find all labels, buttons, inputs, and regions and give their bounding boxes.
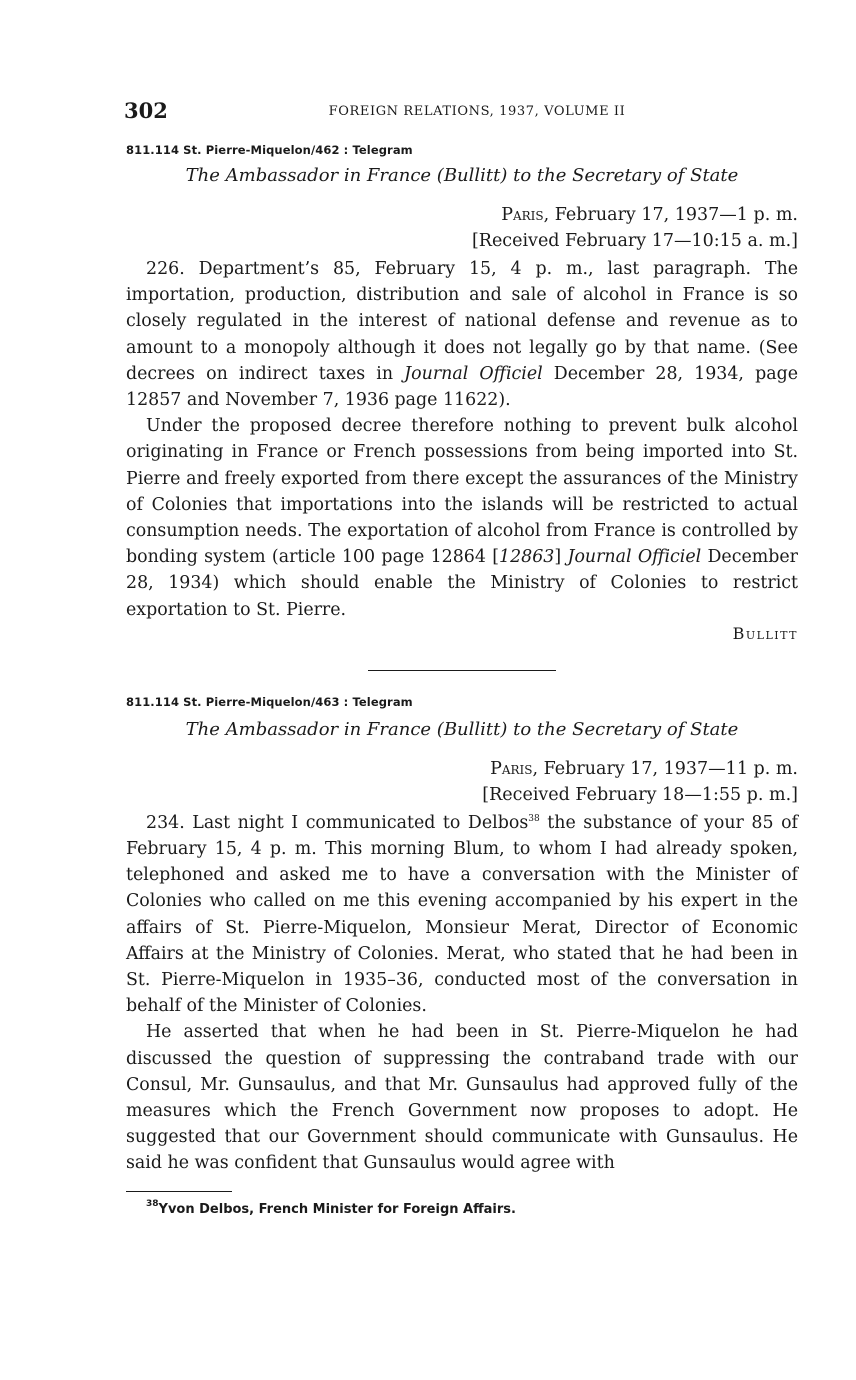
footnote	[126, 1198, 798, 1217]
footnote-divider	[126, 1191, 232, 1192]
paragraph-text: 226. Department’s 85, February 15, 4 p. m., last paragraph. The importation, production, distribution and sale of alcohol in France is so closely regulated in the interest of national defense and revenue as to amount to a monopoly although it does not legally go by that name. (See decrees on indirect taxes in	[126, 259, 798, 384]
journal-title: Journal Officiel	[567, 547, 702, 568]
page	[126, 98, 798, 1217]
editorial-correction: 12863	[499, 547, 555, 568]
footnote-reference[interactable]: 38	[528, 813, 540, 824]
dateline	[126, 756, 798, 808]
footnote-text: Yvon Delbos, French Minister for Foreign Affairs.	[158, 1201, 516, 1217]
place: Paris	[501, 205, 544, 225]
place: Paris	[490, 758, 533, 779]
file-reference: 811.114 St. Pierre-Miquelon/463 : Telegram	[126, 694, 413, 709]
telegram-462	[126, 143, 798, 643]
received-line: [Received February 17—10:15 a. m.]	[471, 231, 798, 251]
page-number: 302	[124, 98, 168, 123]
running-title: FOREIGN RELATIONS, 1937, VOLUME II	[328, 104, 626, 119]
telegram-463	[126, 695, 798, 1177]
section-divider	[368, 670, 556, 671]
body-paragraph	[126, 810, 798, 1020]
file-reference: 811.114 St. Pierre-Miquelon/462 : Telegram	[126, 143, 413, 157]
sent-line	[126, 202, 798, 228]
body-paragraph	[126, 256, 798, 413]
document-title: The Ambassador in France (Bullitt) to the Secretary of State	[185, 718, 739, 740]
paragraph-text: 234. Last night I communicated to Delbos	[146, 812, 529, 833]
sent-date: , February 17, 1937—1 p. m.	[543, 205, 798, 225]
signature: Bullitt	[732, 623, 798, 643]
footnote-marker: 38	[146, 1198, 159, 1209]
received-line: [Received February 18—1:55 p. m.]	[482, 784, 798, 805]
paragraph-text: Under the proposed decree therefore nothing to prevent bulk alcohol originating in France or French possessions from being imported into St. Pierre and freely exported from there except the assurances of the Ministry of Colonies that importations into the islands will be restricted to actual consumption needs. The exportation of alcohol from France is controlled by bonding system (article 100 page 12864 [	[126, 416, 798, 568]
running-head	[126, 98, 798, 126]
document-title: The Ambassador in France (Bullitt) to the Secretary of State	[185, 165, 739, 186]
journal-title: Journal Officiel	[404, 363, 543, 384]
dateline	[126, 202, 798, 254]
sent-date: , February 17, 1937—11 p. m.	[532, 758, 798, 779]
paragraph-text: December 28, 1934) which should enable the Ministry of Colonies to restrict exportation to St. Pierre.	[126, 547, 798, 620]
paragraph-text: December 28, 1934, page 12857 and November 7, 1936 page 11622).	[126, 363, 798, 411]
paragraph-text: ]	[554, 547, 568, 568]
body-paragraph	[126, 413, 798, 623]
paragraph-text: the substance of your 85 of February 15, 4 p. m. This morning Blum, to whom I had already spoken, telephoned and asked me to have a conversation with the Minister of Colonies who called on me this evening accompanied by his expert in the affairs of St. Pierre-Miquelon, Monsieur Merat, Director of Economic Affairs at the Ministry of Colonies. Merat, who stated that he had been in St. Pierre-Miquelon in 1935–36, conducted most of the conversation in behalf of the Minister of Colonies.	[126, 812, 798, 1017]
body-paragraph: He asserted that when he had been in St. Pierre-Miquelon he had discussed the question of suppressing the contraband trade with our Consul, Mr. Gunsaulus, and that Mr. Gunsaulus had approved fully of the measures which the French Government now proposes to adopt. He suggested that our Government should communicate with Gunsaulus. He said he was confident that Gunsaulus would agree with	[126, 1022, 798, 1174]
sent-line	[126, 756, 798, 782]
